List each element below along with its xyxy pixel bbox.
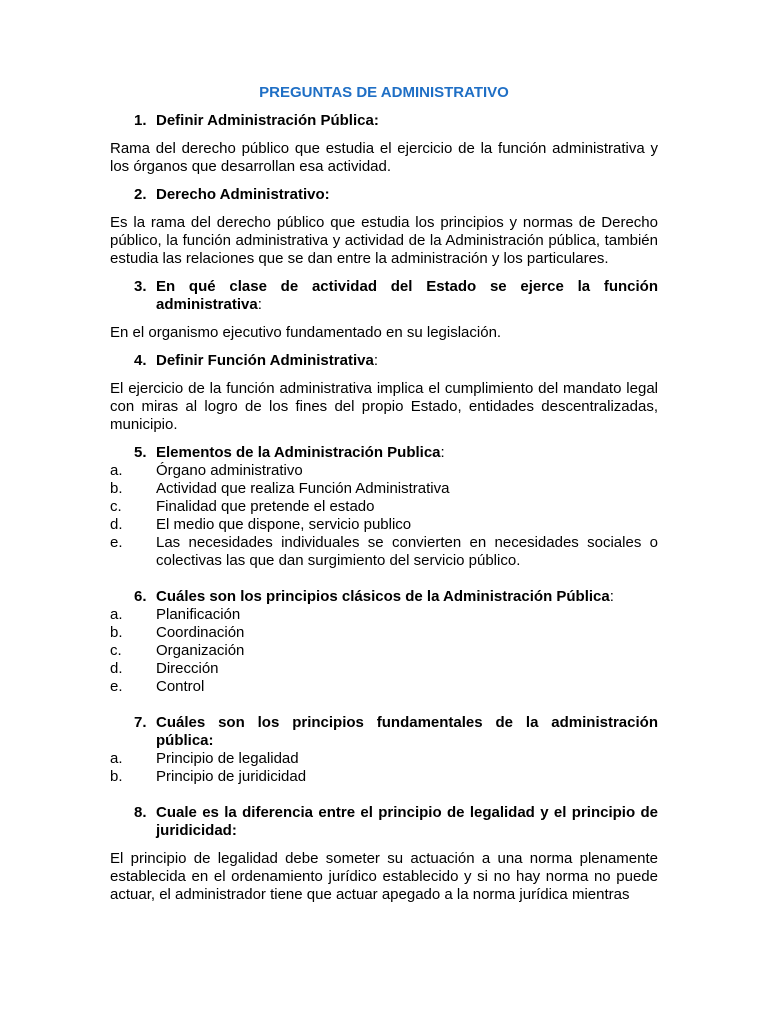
list-item — [110, 750, 658, 768]
question-colon: : — [609, 588, 614, 605]
list-letter: b. — [110, 624, 123, 641]
list-letter: d. — [110, 516, 123, 533]
question-6 — [110, 588, 658, 606]
list-letter: b. — [110, 480, 123, 497]
list-item — [110, 660, 658, 678]
question-text: Cuale es la diferencia entre el principio de legalidad y el principio de juridicidad: — [156, 804, 658, 839]
list-letter: d. — [110, 660, 123, 677]
list-text: Dirección — [156, 660, 219, 677]
list-text: Finalidad que pretende el estado — [156, 498, 375, 515]
question-7 — [110, 714, 658, 750]
question-3 — [110, 278, 658, 314]
question-text: Elementos de la Administración Publica — [156, 444, 441, 461]
list-item — [110, 606, 658, 624]
question-text: Cuáles son los principios clásicos de la Administración Pública — [156, 588, 610, 605]
list-item — [110, 534, 658, 570]
list-text: Órgano administrativo — [156, 462, 303, 479]
question-number: 6. — [134, 588, 147, 605]
question-colon: : — [373, 352, 378, 369]
list-letter: e. — [110, 534, 123, 551]
list-text: El medio que dispone, servicio publico — [156, 516, 412, 533]
question-2 — [110, 186, 658, 204]
question-1 — [110, 112, 658, 130]
list-item — [110, 678, 658, 696]
question-number: 7. — [134, 714, 147, 731]
list-letter: b. — [110, 768, 123, 785]
question-colon: : — [440, 444, 445, 461]
question-text: Definir Administración Pública: — [156, 112, 379, 129]
list-text: Las necesidades individuales se convierten en necesidades sociales o colectivas las que dan surgimiento del servicio público. — [156, 534, 658, 569]
list-text: Planificación — [156, 606, 241, 623]
list-text: Coordinación — [156, 624, 245, 641]
list-item — [110, 768, 658, 786]
list-letter: a. — [110, 750, 123, 767]
document-title: PREGUNTAS DE ADMINISTRATIVO — [259, 84, 509, 101]
list-text: Principio de legalidad — [156, 750, 299, 767]
question-number: 8. — [134, 804, 147, 821]
answer-2: Es la rama del derecho público que estudia los principios y normas de Derecho público, la función administrativa y actividad de la Administración pública, también estudia las relaciones que se dan entre la administración y los particulares. — [110, 214, 658, 267]
question-number: 1. — [134, 112, 147, 129]
question-number: 5. — [134, 444, 147, 461]
list-letter: e. — [110, 678, 123, 695]
list-text: Control — [156, 678, 205, 695]
answer-8: El principio de legalidad debe someter su actuación a una norma plenamente establecida en el ordenamiento jurídico establecido y si no hay norma no puede actuar, el administrador tiene que actuar apegado a la norma jurídica mientras — [110, 850, 658, 903]
list-letter: c. — [110, 498, 122, 515]
list-text: Actividad que realiza Función Administrativa — [156, 480, 450, 497]
question-number: 3. — [134, 278, 147, 295]
question-4 — [110, 352, 658, 370]
question-number: 4. — [134, 352, 147, 369]
question-colon: : — [257, 296, 262, 313]
answer-4: El ejercicio de la función administrativa implica el cumplimiento del mandato legal con miras al logro de los fines del propio Estado, entidades descentralizadas, municipio. — [110, 380, 658, 433]
question-5 — [110, 444, 658, 462]
list-item — [110, 462, 658, 480]
question-text: Cuáles son los principios fundamentales de la administración pública: — [156, 714, 658, 749]
list-text: Principio de juridicidad — [156, 768, 307, 785]
question-number: 2. — [134, 186, 147, 203]
question-text: Derecho Administrativo: — [156, 186, 330, 203]
list-item — [110, 498, 658, 516]
answer-3: En el organismo ejecutivo fundamentado en su legislación. — [110, 324, 502, 341]
question-8 — [110, 804, 658, 840]
list-letter: c. — [110, 642, 122, 659]
list-letter: a. — [110, 462, 123, 479]
list-item — [110, 516, 658, 534]
list-item — [110, 480, 658, 498]
list-letter: a. — [110, 606, 123, 623]
document-page — [110, 84, 658, 904]
list-item — [110, 624, 658, 642]
answer-1: Rama del derecho público que estudia el ejercicio de la función administrativa y los órganos que desarrollan esa actividad. — [110, 140, 658, 175]
question-text: Definir Función Administrativa — [156, 352, 374, 369]
list-item — [110, 642, 658, 660]
list-text: Organización — [156, 642, 245, 659]
question-text: En qué clase de actividad del Estado se ejerce la función administrativa — [156, 278, 658, 313]
